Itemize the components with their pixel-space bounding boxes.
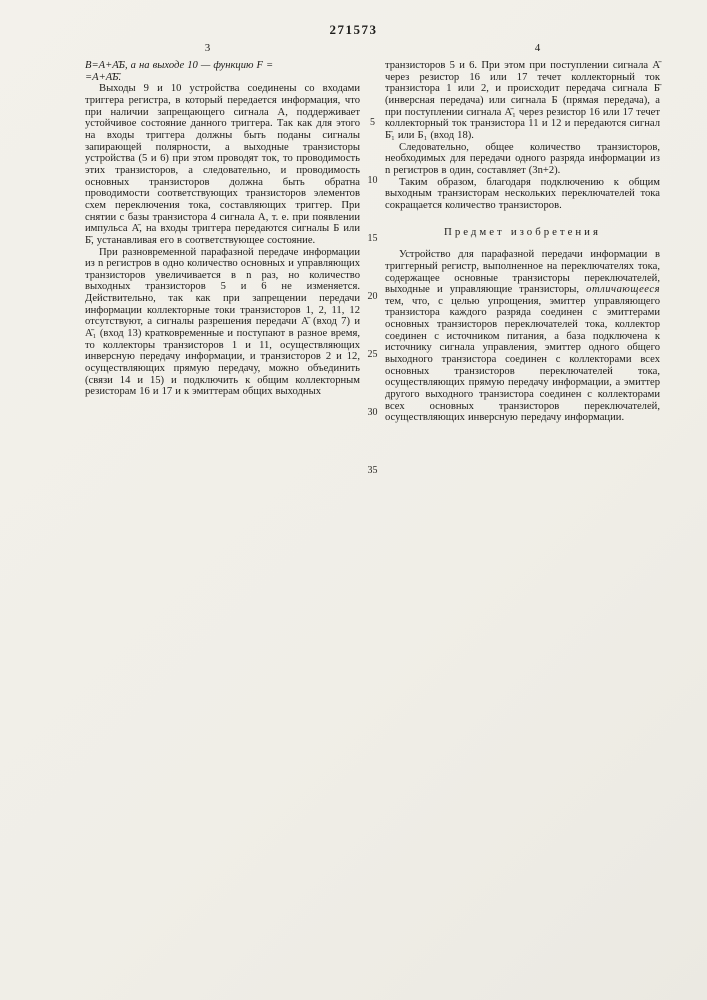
right-column <box>385 60 660 424</box>
formula-line-1: В=А+А̄Б, а на выходе 10 — функцию F = <box>85 60 274 71</box>
page-number-gap <box>330 42 415 54</box>
line-number: 35 <box>367 465 378 476</box>
left-paragraph-2: При разновременной парафазной передаче информации из n регистров в одно количество основных и управляющих транзисторов увеличивается в n раз, но количество выходных транзисторов 5 и 6 не изменяется. Действительно, так как при запрещении передачи информации коллекторные токи транзисторов 1, 2, 11, 12 отсутствуют, а сигналы разрешения передачи А̄ (вход 7) и А̄₁ (вход 13) кратковременные и поступают в разное время, то коллекторы транзисторов 1 и 11, осуществляющих инверсную передачу информации, и транзисторов 2 и 12, осуществляющих прямую передачу, можно объединить (связи 14 и 15) и подключить к общим коллекторным резисторам 16 и 17 и к эмиттерам общих выходных <box>85 246 360 398</box>
two-column-text <box>85 60 660 476</box>
claim-text-after: тем, что, с целью упрощения, эмиттер управляющего транзистора каждого разряда соединен с эмиттерами основных транзисторов переключателей тока, коллектор соединен с источником питания, а база подключена к источнику сигнала управления, эмиттер одного общего выходного транзистора соединен с коллекторами всех основных транзисторов переключателей тока, осуществляющих прямую передачу информации, а эмиттер другого выходного транзистора соединен с коллекторами всех основных транзисторов переключателей, осуществляющих инверсную передачу информации. <box>385 295 660 424</box>
page-number-left: 3 <box>204 42 211 54</box>
line-number: 15 <box>367 233 378 244</box>
line-number: 30 <box>367 407 378 418</box>
claim-paragraph <box>385 249 660 424</box>
right-paragraph-3: Таким образом, благодаря подключению к общим выходным транзисторам нескольких переключателей тока сокращается количество транзисторов. <box>385 176 660 211</box>
line-number: 25 <box>367 349 378 360</box>
claim-text-before: Устройство для парафазной передачи информации в триггерный регистр, выполненное на переключателях тока, содержащее основные транзисторы переключателей, выходные и управляющие транзисторы, <box>385 249 660 296</box>
right-paragraph-2: Следовательно, общее количество транзисторов, необходимых для передачи одного разряда информации из n регистров в один, составляет (3n+2). <box>385 141 660 176</box>
formula-line-2: =А+А̄Б̄. <box>85 71 122 83</box>
line-number: 10 <box>367 175 378 186</box>
left-paragraph-1: Выходы 9 и 10 устройства соединены со входами триггера регистра, в который передается информация, что при наличии запрещающего сигнала А, поддерживает устойчивое состояние данного триггера. Так как для этого на входы триггера должны быть поданы сигналы запирающей полярности, а выходные транзисторы устройства (5 и 6) при этом проводят ток, то проводимость этих транзисторов, а следовательно, и проводимость основных транзисторов должна быть обратна проводимости соответствующих транзисторов элементов схем переключения тока, составляющих триггер. При снятии с базы транзистора 4 сигнала А, т. е. при появлении импульса А̄, на входы триггера передаются сигналы Б или Б̄, устанавливая его в соответствующее состояние. <box>85 83 360 246</box>
column-page-numbers <box>85 42 660 54</box>
right-paragraph-1: транзисторов 5 и 6. При этом при поступлении сигнала А̄ через резистор 16 или 17 течет коллекторный ток транзистора 1 или 2, и происходит передача сигнала Б̄ (инверсная передача) или сигнала Б (прямая передача), а при поступлении сигнала А̄₁ через резистор 16 или 17 течет коллекторный ток транзистора 11 и 12 и передаются сигнал Б̄₁ или Б₁ (вход 18). <box>385 60 660 141</box>
line-number: 5 <box>370 117 375 128</box>
left-column <box>85 60 360 398</box>
patent-number: 271573 <box>329 22 378 37</box>
section-heading-claims: Предмет изобретения <box>444 225 601 238</box>
line-number-gutter <box>360 60 385 476</box>
line-number: 20 <box>367 291 378 302</box>
page-number-right: 4 <box>534 42 541 54</box>
claim-distinguishing-word: отличающееся <box>586 284 660 296</box>
